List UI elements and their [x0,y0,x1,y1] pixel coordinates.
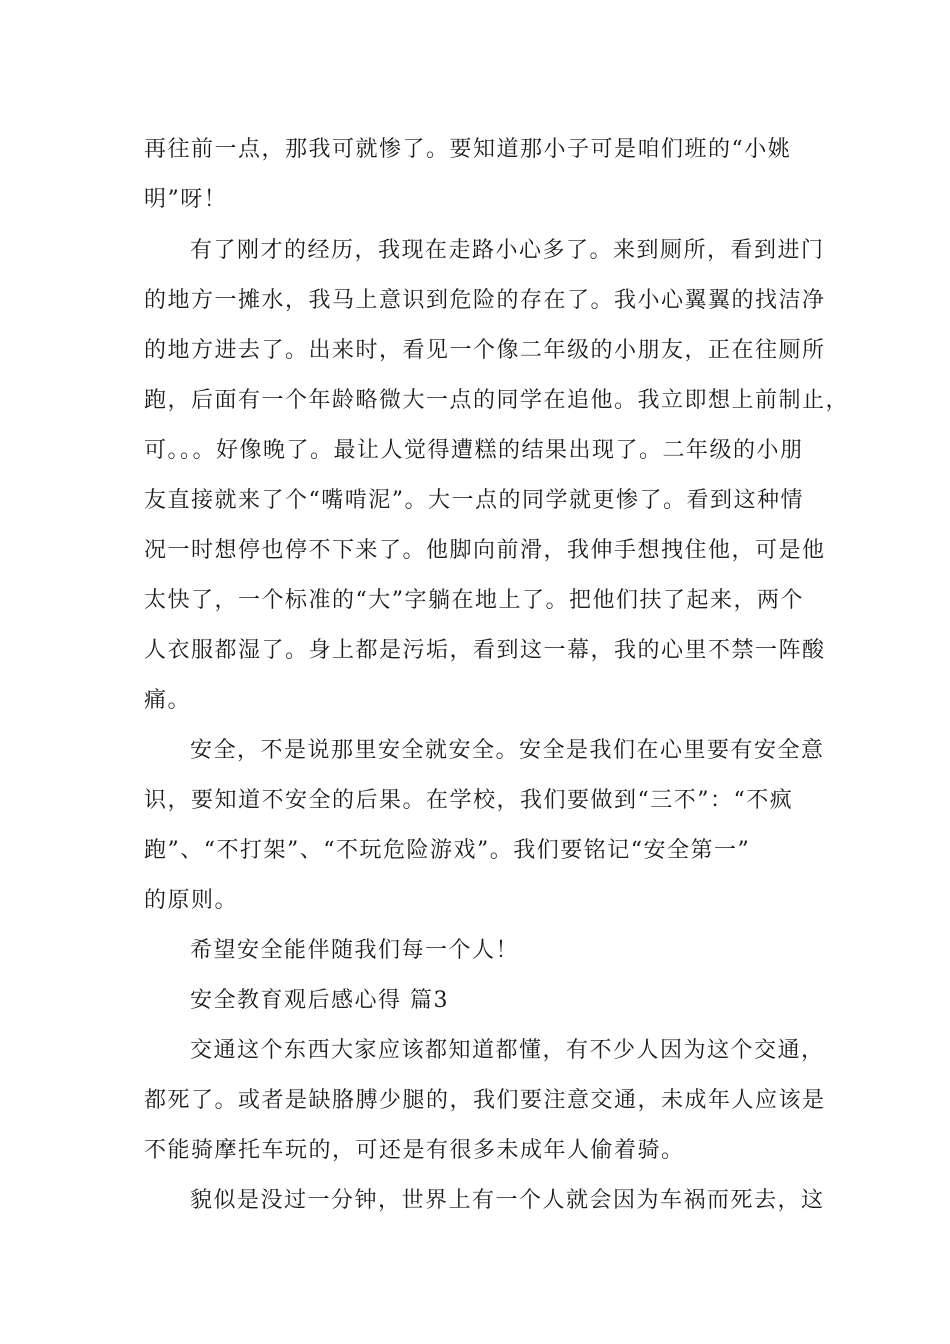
text-line: 的地方一摊水，我马上意识到危险的存在了。我小心翼翼的找洁净 [144,288,826,313]
text-line: 太快了，一个标准的“大”字躺在地上了。把他们扶了起来，两个 [144,588,804,613]
text-line: 安全，不是说那里安全就安全。安全是我们在心里要有安全意 [190,738,825,763]
text-line: 跑，后面有一个年龄略微大一点的同学在追他。我立即想上前制止， [144,388,850,413]
text-line: 的原则。 [144,888,239,913]
text-line: 都死了。或者是缺胳膊少腿的，我们要注意交通，未成年人应该是 [144,1088,826,1113]
text-line: 友直接就来了个“嘴啃泥”。大一点的同学就更惨了。看到这种情 [144,488,804,513]
text-line: 有了刚才的经历，我现在走路小心多了。来到厕所，看到进门 [190,238,825,263]
text-line: 识，要知道不安全的后果。在学校，我们要做到“三不”：“不疯 [144,788,794,813]
text-line: 貌似是没过一分钟，世界上有一个人就会因为车祸而死去，这 [190,1188,825,1213]
section-heading: 安全教育观后感心得 篇3 [190,988,449,1013]
text-line: 明”呀！ [144,187,228,212]
text-line: 交通这个东西大家应该都知道都懂，有不少人因为这个交通， [190,1038,825,1063]
text-line: 不能骑摩托车玩的，可还是有很多未成年人偷着骑。 [144,1138,685,1163]
text-line: 可。。。好像晚了。最让人觉得遭糕的结果出现了。二年级的小朋 [144,438,804,463]
text-line: 跑”、“不打架”、“不玩危险游戏”。我们要铭记“安全第一” [144,838,751,863]
text-line: 痛。 [144,688,192,713]
text-line: 人衣服都湿了。身上都是污垢，看到这一幕，我的心里不禁一阵酸 [144,638,826,663]
text-line: 况一时想停也停不下来了。他脚向前滑，我伸手想拽住他，可是他 [144,538,826,563]
text-line: 的地方进去了。出来时，看见一个像二年级的小朋友，正在往厕所 [144,338,826,363]
text-line: 希望安全能伴随我们每一个人！ [190,938,520,963]
text-line: 再往前一点，那我可就惨了。要知道那小子可是咱们班的“小姚 [144,137,792,162]
